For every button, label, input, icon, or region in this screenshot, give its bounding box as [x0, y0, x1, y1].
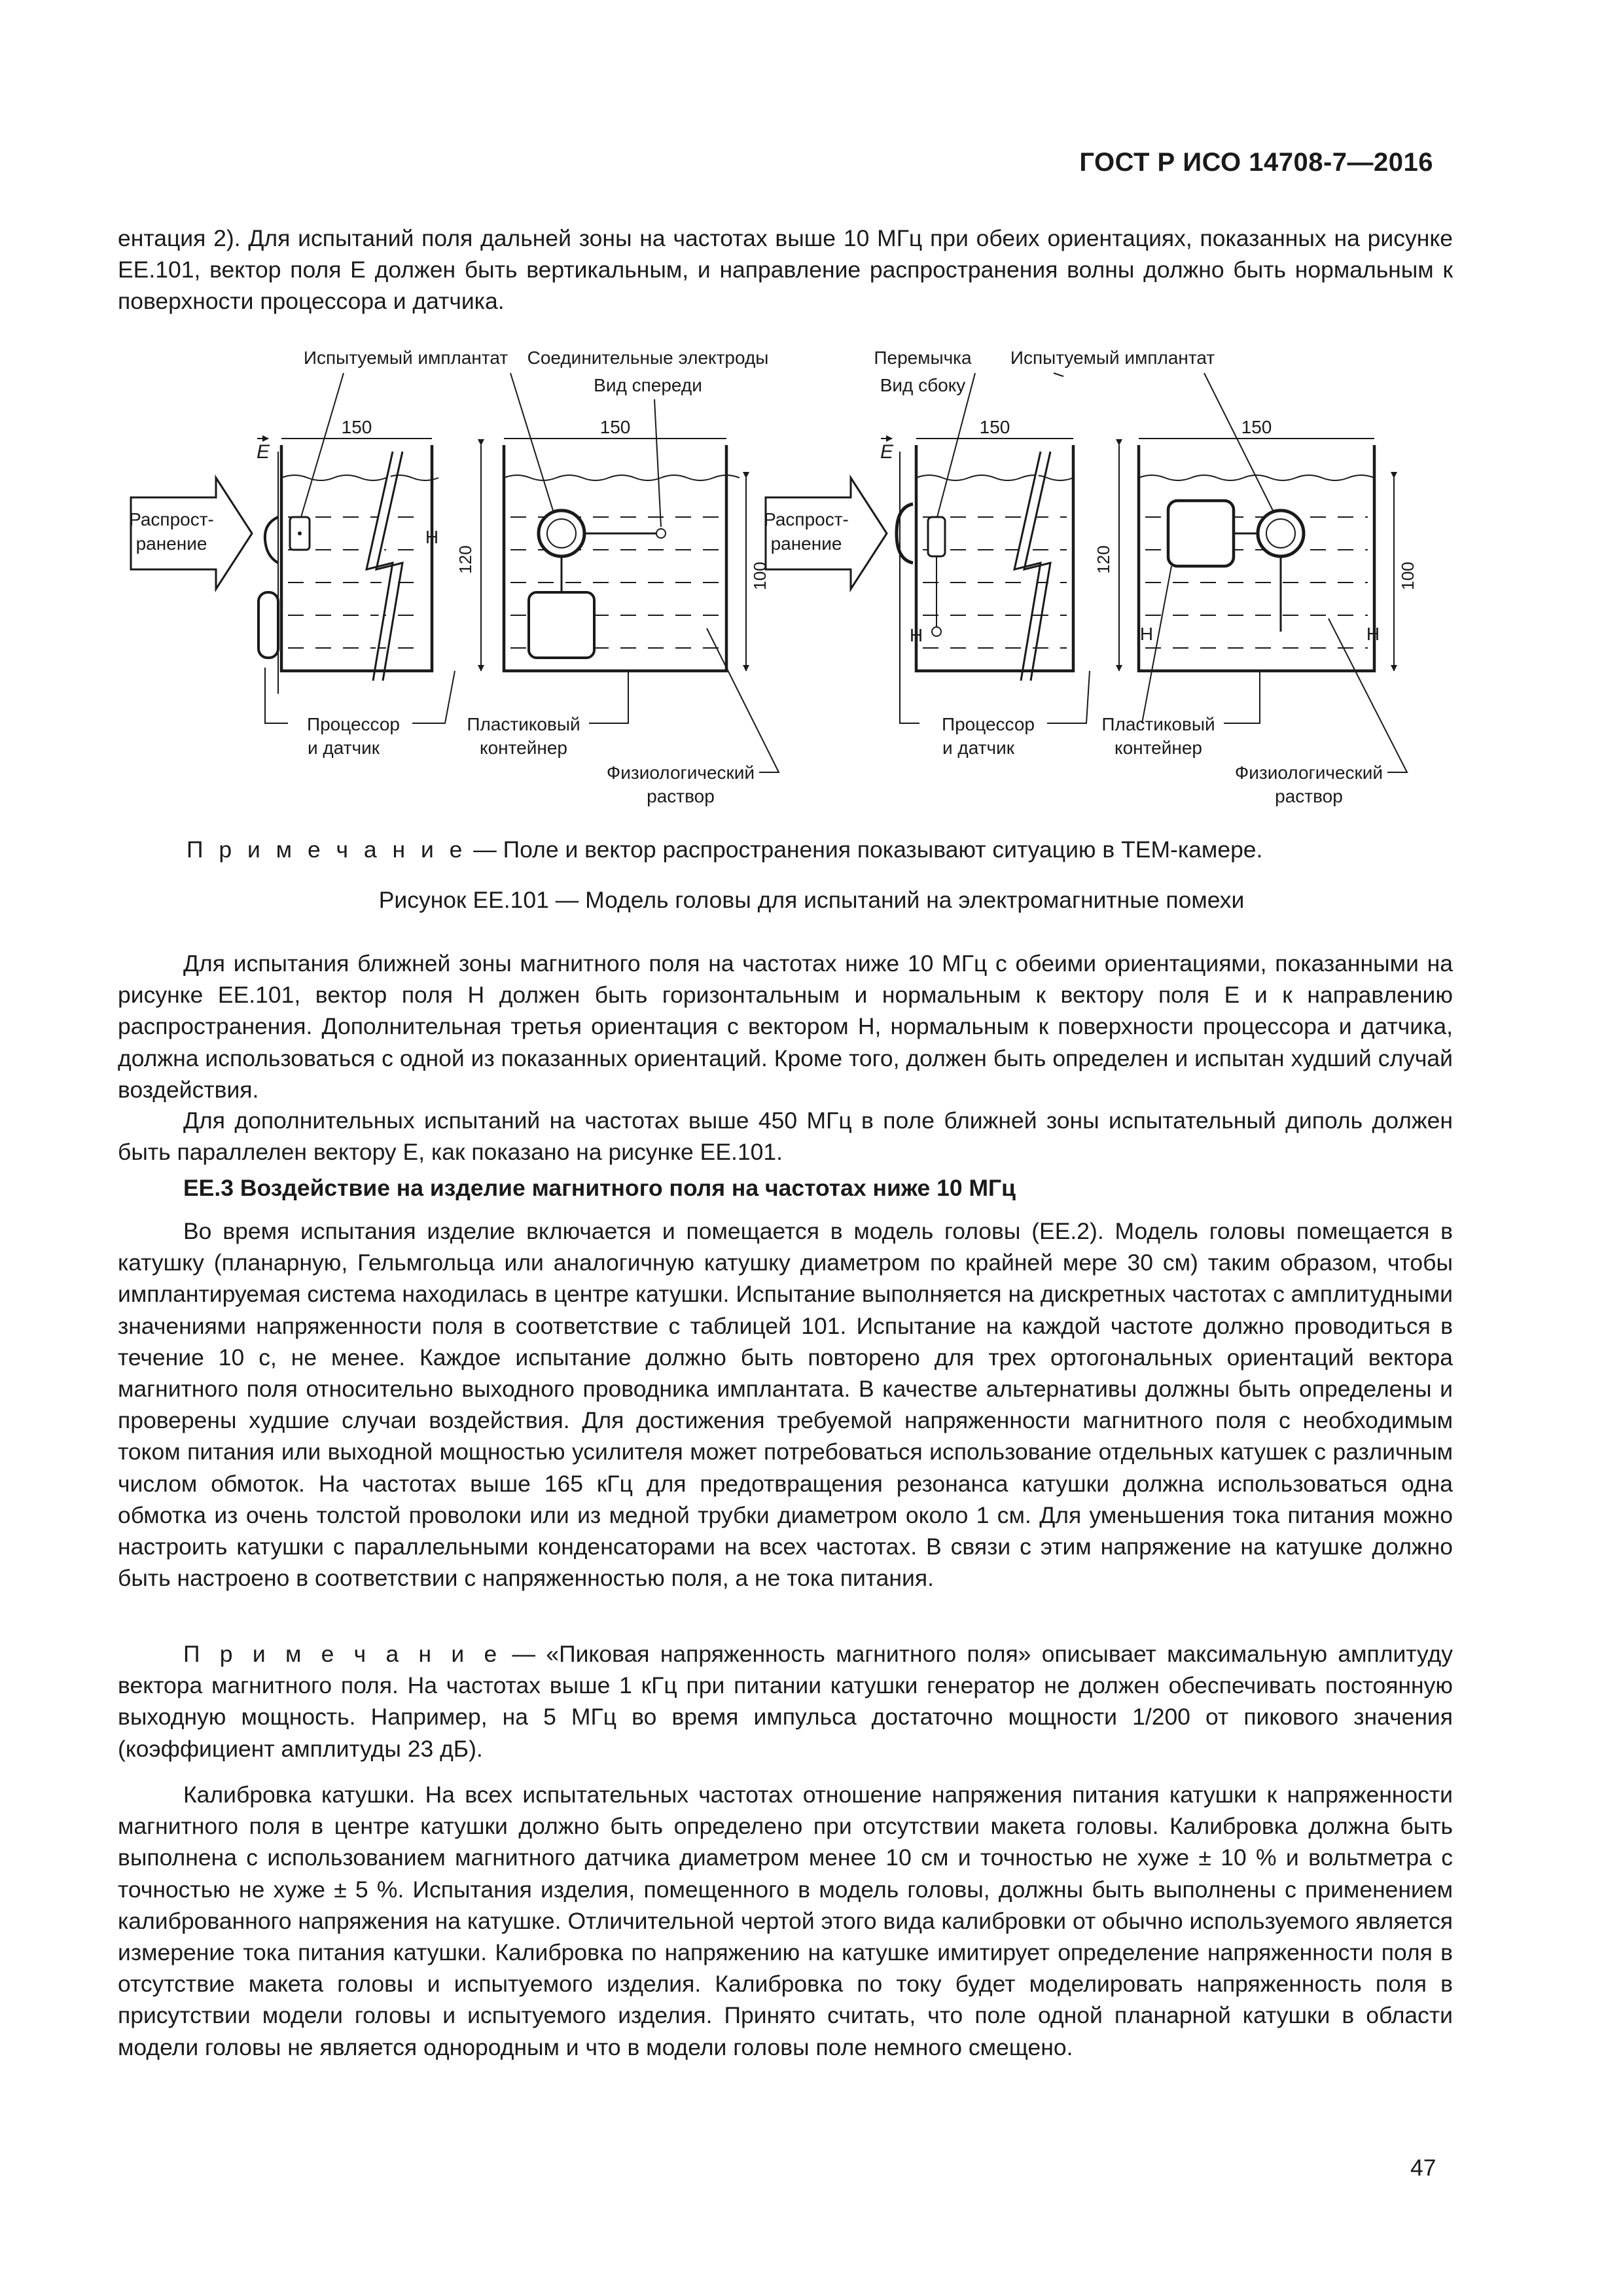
right-diagram: [764, 373, 1418, 694]
svg-text:150: 150: [979, 417, 1010, 437]
svg-text:150: 150: [341, 417, 372, 437]
figure-note-text: — Поле и вектор распространения показывают ситуацию в ТЕМ-камере.: [467, 836, 1263, 863]
svg-text:Процессор: Процессор: [941, 714, 1035, 734]
svg-text:H: H: [425, 527, 439, 547]
svg-text:Физиологический: Физиологический: [606, 762, 755, 783]
figure-note-label: П р и м е ч а н и е: [187, 836, 467, 863]
svg-text:контейнер: контейнер: [480, 738, 567, 758]
svg-text:100: 100: [750, 562, 770, 590]
svg-text:ранение: ранение: [770, 533, 842, 554]
label-implant-left: [304, 348, 508, 368]
left-diagram: [129, 373, 770, 694]
svg-text:Вид сбоку: Вид сбоку: [880, 375, 966, 395]
svg-text:H: H: [1366, 624, 1380, 644]
label-jumper: [874, 348, 972, 395]
svg-text:контейнер: контейнер: [1115, 738, 1202, 758]
svg-text:Соединительные электроды: Соединительные электроды: [527, 348, 769, 368]
implant-circle-left: [539, 511, 584, 556]
svg-text:H: H: [1139, 624, 1154, 644]
paragraph-3: Во время испытания изделие включается и помещается в модель головы (ЕЕ.2). Модель головы помещается в катушку (планарную, Гельмгольца или аналогичную катушку диаметром по крайней мере 30 см) таким образом, чтобы имплантируемая система находилась в центре катушки. Испытание выполняется на дискретных частотах с амплитудными значениями напряженности поля в соответствие с таблицей 101. Испытание на каждой частоте должно проводиться в течение 10 с, не менее. Каждое испытание должно быть повторено для трех ортогональных ориентаций вектора магнитного поля относительно выходного проводника имплантата. В качестве альтернативы должны быть определены и проверены худшие случаи воздействия. Для достижения требуемой напряженности магнитного поля с необходимым током питания или выходной мощностью усилителя может потребоваться использование отдельных катушек с различным числом обмоток. На частотах выше 165 кГц для предотвращения резонанса катушки должна использоваться одна обмотка из очень толстой проволоки или из медной трубки диаметром около 1 см. Для уменьшения тока питания можно настроить катушки с параллельными конденсаторами на всех частотах. В связи с этим напряжение на катушке должно быть настроено в соответствии с напряженностью поля, а не тока питания.: [118, 1218, 1453, 1592]
paragraph-4: Калибровка катушки. На всех испытательных частотах отношение напряжения питания катушки к напряженности магнитного поля в центре катушки должно быть определено при отсутствии макета головы. Калибровка должна быть выполнена с использованием магнитного датчика диаметром менее 10 см и точностью не хуже ± 10 % и вольтметра с точностью не хуже ± 5 %. Испытания изделия, помещенного в модель головы, должны быть выполнены с применением калиброванного напряжения на катушке. Отличительной чертой этого вида калибровки от обычно используемого является измерение тока питания катушки. Калибровка по напряжению на катушке имитирует определение напряженности поля в отсутствие макета головы и испытуемого изделия. Калибровка по току будет моделировать напряженность поля в присутствии модели головы и испытуемого изделия. Принято считать, что поле одной планарной катушки в области модели головы не является однородным и что в модели головы поле немного смещено.: [118, 1782, 1453, 2060]
label-electrodes: [527, 348, 769, 395]
implant-right-small: [928, 517, 945, 556]
svg-text:E: E: [257, 441, 270, 463]
processor-right: [897, 504, 913, 563]
processor-left: [259, 592, 278, 658]
section-title-ee3: ЕЕ.3 Воздействие на изделие магнитного поля на частотах ниже 10 МГц: [183, 1175, 1016, 1201]
page-number: 47: [1410, 2155, 1436, 2181]
svg-text:Перемычка: Перемычка: [874, 348, 972, 368]
svg-text:раствор: раствор: [1275, 786, 1343, 806]
svg-text:H: H: [909, 625, 923, 645]
svg-text:ранение: ранение: [135, 533, 207, 554]
intro-paragraph: ентация 2). Для испытаний поля дальней зоны на частотах выше 10 МГц при обеих ориентациях, показанных на рисунке ЕЕ.101, вектор поля E должен быть вертикальным, и направление распространения волны должно быть нормальным к поверхности процессора и датчика.: [118, 225, 1453, 315]
svg-text:Испытуемый имплантат: Испытуемый имплантат: [303, 348, 508, 368]
processor-box-right: [1168, 501, 1234, 566]
svg-text:Вид спереди: Вид спереди: [594, 375, 702, 395]
svg-text:раствор: раствор: [647, 786, 715, 806]
figure-caption: Рисунок ЕЕ.101 — Модель головы для испытаний на электромагнитные помехи: [378, 887, 1245, 913]
processor-box-left: [529, 592, 594, 658]
note-2-label: П р и м е ч а н и е: [183, 1641, 502, 1667]
paragraph-2: Для дополнительных испытаний на частотах выше 450 МГц в поле ближней зоны испытательный диполь должен быть параллелен вектору E, как показано на рисунке ЕЕ.101.: [118, 1107, 1453, 1166]
svg-text:Физиологический: Физиологический: [1234, 762, 1383, 783]
svg-text:E: E: [880, 441, 894, 463]
svg-text:150: 150: [599, 417, 631, 437]
implant-circle-right: [1258, 511, 1304, 556]
figure-ee101: [0, 0, 1623, 851]
svg-text:Распрост-: Распрост-: [764, 509, 849, 529]
label-implant-right: [1010, 348, 1215, 368]
svg-text:и датчик: и датчик: [307, 738, 380, 758]
svg-text:100: 100: [1398, 562, 1418, 590]
figure-note: [187, 836, 1522, 863]
paragraph-1: Для испытания ближней зоны магнитного поля на частотах ниже 10 МГц с обеими ориентациями, показанными на рисунке ЕЕ.101, вектор поля H должен быть горизонтальным и нормальным к вектору поля E и к направлению распространения. Дополнительная третья ориентация с вектором H, нормальным к поверхности процессора и датчика, должна использоваться с одной из показанных ориентаций. Кроме того, должен быть определен и испытан худший случай воздействия.: [118, 950, 1453, 1103]
svg-text:Пластиковый: Пластиковый: [467, 714, 580, 734]
note-2: [118, 1638, 1453, 1765]
svg-text:Процессор: Процессор: [306, 714, 401, 734]
svg-text:Пластиковый: Пластиковый: [1101, 714, 1215, 734]
note-2-text: — «Пиковая напряженность магнитного поля» описывает максимальную амплитуду вектора магнитного поля. На частотах выше 1 кГц при питании катушки генератор не должен обеспечивать постоянную выходную мощность. Например, на 5 МГц во время импульса достаточно мощности 1/200 от пикового значения (коэффициент амплитуды 23 дБ).: [118, 1641, 1453, 1762]
document-header: ГОСТ Р ИСО 14708-7—2016: [1079, 148, 1433, 177]
right-bottom-labels: [900, 566, 1407, 806]
svg-text:150: 150: [1241, 417, 1272, 437]
svg-text:120: 120: [455, 545, 475, 574]
svg-text:120: 120: [1094, 545, 1113, 574]
svg-text:Распрост-: Распрост-: [129, 509, 214, 529]
left-bottom-labels: [265, 628, 779, 806]
svg-text:и датчик: и датчик: [942, 738, 1015, 758]
svg-text:Испытуемый имплантат: Испытуемый имплантат: [1010, 348, 1215, 368]
